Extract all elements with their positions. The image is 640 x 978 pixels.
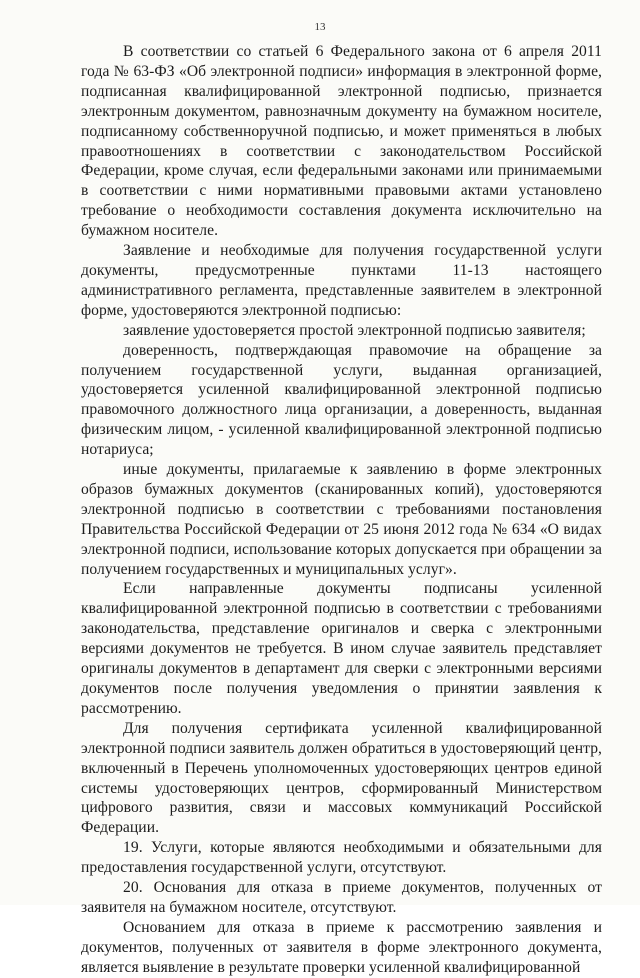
- paragraph-refusal-grounds: Основанием для отказа в приеме к рассмотрению заявления и документов, полученных от заявителя в форме электронного документа, является выявление в результате проверки усиленной квалифицированной: [81, 918, 602, 976]
- paragraph-application-simple-signature: заявление удостоверяется простой электронной подписью заявителя;: [123, 321, 586, 339]
- paragraph-originals-verification: Если направленные документы подписаны усиленной квалифицированной электронной подписью в соответствии с требованиями законодательства, представление оригиналов и сверка с электронными версиями документов не требуется. В ином случае заявитель представляет оригиналы документов в департамент для сверки с электронными версиями документов после получения уведомления о принятии заявления к рассмотрению.: [81, 580, 602, 717]
- paragraph-power-of-attorney: доверенность, подтверждающая правомочие на обращение за получением государственной услуги, выданная организацией, удостоверяется усиленной квалифицированной электронной подписью правомочного должностного лица организации, а доверенность, выданная физическим лицом, - усиленной квалифицированной электронной подписью нотариуса;: [81, 341, 602, 459]
- paragraph-item-19: 19. Услуги, которые являются необходимыми и обязательными для предоставления государственной услуги, отсутствуют.: [81, 839, 602, 877]
- paragraph-electronic-signature-law: В соответствии со статьей 6 Федерального закона от 6 апреля 2011 года № 63-ФЗ «Об электронной подписи» информация в электронной форме, подписанная квалифицированной электронной подписью, признается электронным документом, равнозначным документу на бумажном носителе, подписанному собственноручной подписью, и может применяться в любых правоотношениях в соответствии с законодательством Российской Федерации, кроме случая, если федеральными законами или принимаемыми в соответствии с ними нормативными правовыми актами установлено требование о необходимости составления документа исключительно на бумажном носителе.: [81, 43, 602, 240]
- paragraph-application-documents: Заявление и необходимые для получения государственной услуги документы, предусмотренные пунктами 11-13 настоящего административного регламента, представленные заявителем в электронной форме, удостоверяются электронной подписью:: [81, 242, 602, 319]
- paragraph-certificate: Для получения сертификата усиленной квалифицированной электронной подписи заявитель должен обратиться в удостоверяющий центр, включенный в Перечень уполномоченных удостоверяющих центров единой системы удостоверяющих центров, сформированный Министерством цифрового развития, связи и массовых коммуникаций Российской Федерации.: [81, 719, 602, 837]
- paragraph-item-20: 20. Основания для отказа в приеме документов, полученных от заявителя на бумажном носителе, отсутствуют.: [81, 879, 602, 916]
- paragraph-other-documents: иные документы, прилагаемые к заявлению в форме электронных образов бумажных документов (сканированных копий), удостоверяются электронной подписью в соответствии с требованиями постановления Правительства Российской Федерации от 25 июня 2012 года № 634 «О видах электронной подписи, использование которых допускается при обращении за получением государственных и муниципальных услуг».: [81, 461, 602, 578]
- page-number: 13: [314, 21, 326, 33]
- document-body: [81, 42, 602, 978]
